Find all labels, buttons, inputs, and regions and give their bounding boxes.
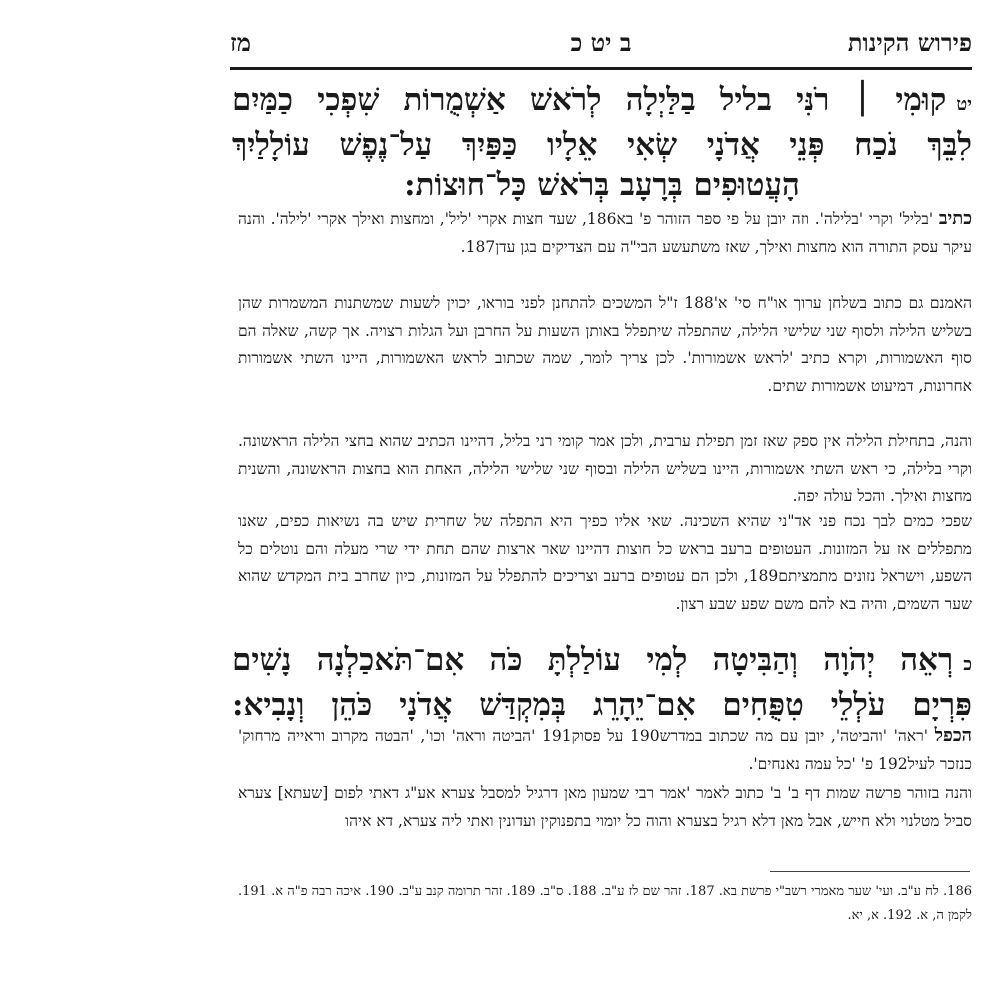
lead-word: הכפל xyxy=(934,725,973,746)
page-number: מז xyxy=(230,28,251,57)
running-header xyxy=(230,28,972,68)
verse-number: יט xyxy=(956,94,972,115)
commentary-paragraph: שפכי כמים לבך נכח פני אד"ני שהיא השכינה. שאי אליו כפיך היא התפלה של שחרית שיש בה נשיאות כפים, שאנו מתפללים אז על המזונות. העטופים ברעב בראש כל חוצות דהיינו שאר ארצות שהם תחת ידי שרי מעלה והם נוטלים כל השפע, וישראל נזונים מתמציתם189, ולכן הם עטופים ברעב וצריכים להתפלל על המזונות, כיון שחרב בית המקדש שהוא שער השמים, והיה בא להם משם שפע שבע רצון. xyxy=(238,512,973,613)
book-title: פירוש הקינות xyxy=(847,28,972,57)
verse-19-line-3: הָעֲטוּפִים בְּרָעָב בְּרֹאשׁ כָּל־חוּצוֹת: xyxy=(404,167,800,203)
verse-19-line-2: לִבֵּךְ נֹכַח פְּנֵי אֲדֹנָי שְׂאִי אֵלָיו כַּפַּיִךְ עַל־נֶפֶשׁ עוֹלָלַיִךְ xyxy=(232,127,972,163)
commentary-paragraph: האמנם גם כתוב בשלחן ערוך או"ח סי' א'188 ז"ל המשכים להתחנן לפני בוראו, יכוין לשעות שמשתנות המשמרות שהן בשליש הלילה ולסוף שני שלישי הלילה, שהתפלה שיתפלל באותן השעות על החרבן ועל הגלות רצויה. אך קשה, שאלה הם סוף האשמורות, וקרא כתיב 'לראש אשמורות'. לכן צריך לומר, שמה שכתוב לראש האשמורות, היינו השתי אשמורות אחרונות, דמיעוט אשמורות שתים. xyxy=(238,294,972,395)
verse-number: כ xyxy=(963,654,972,675)
commentary-paragraph: והנה, בתחילת הלילה אין ספק שאז זמן תפילת ערבית, ולכן אמר קומי רני בליל, דהיינו הכתיב שהוא בחצי הלילה הראשונה. וקרי בלילה, כי ראש השתי אשמורות, היינו בשליש הלילה ובסוף שני שלישי הלילה, האחת הוא בחצות הראשונה, והשנית מחצות ואילך. והכל עולה יפה. xyxy=(238,432,972,505)
verse-19 xyxy=(232,80,972,205)
header-rule xyxy=(230,67,972,70)
chapter-verse-label: ב יט כ xyxy=(570,28,632,57)
commentary-paragraph: והנה בזוהר פרשה שמות דף ב' ב' כתוב לאמר 'אמר רבי שמעון מאן דרגיל למסבל צערא אע"ג דאתי לפום [שעתא] צערא סביל מטלנוי ולא חייש, אבל מאן דלא רגיל בצערא והוה כל יומוי בתפנוקין ועדונין ואתי ליה צערא, דא איהו xyxy=(238,784,972,830)
footnote-rule xyxy=(770,871,970,872)
verse-20-line-1: כרְאֵה יְהֹוָה וְהַבִּיטָה לְמִי עוֹלַלְתָּ כֹּה אִם־תֹּאכַלְנָה נָשִׁים xyxy=(232,642,972,678)
lead-word: כתיב xyxy=(938,208,973,229)
verse-20-line-2: פִּרְיָם עֹלְלֵי טִפֻּחִים אִם־יֵהָרֵג בְּמִקְדַּשׁ אֲדֹנָי כֹּהֵן וְנָבִיא: xyxy=(232,687,972,723)
verse-20 xyxy=(232,640,972,725)
verse-19-line-1: יטקוּמִי ׀ רֹנִּי בליל בַלַּיְלָה לְרֹאשׁ אַשְׁמֻרוֹת שִׁפְכִי כַמַּיִם xyxy=(232,82,972,118)
footnotes: 186. לח ע"ב. ועי' שער מאמרי רשב"י פרשת בא. 187. זהר שם לז ע"ב. 188. ס"ב. 189. זהר תרומה קנב ע"ב. 190. איכה רבה פ"ה א. 191. לקמן ה, א. 192. א, יא. xyxy=(238,884,972,923)
commentary-paragraph: כתיב 'בליל' וקרי 'בלילה'. וזה יובן על פי ספר הזוהר פ' בא186, שעד חצות אקרי 'ליל', ומחצות ואילך אקרי 'לילה'. והנה עיקר עסק התורה הוא מחצות ואילך, שאז משתעשע הבי"ה עם הצדיקים בגן עדן187. xyxy=(238,208,973,256)
commentary-paragraph: הכפל 'ראה' 'והביטה', יובן עם מה שכתוב במדרש190 על פסוק191 'הביטה וראה' וכו', 'הבטה מקרוב וראייה מרחוק' כנזכר לעיל192 פ' 'כל עמה נאנחים'. xyxy=(238,725,973,773)
